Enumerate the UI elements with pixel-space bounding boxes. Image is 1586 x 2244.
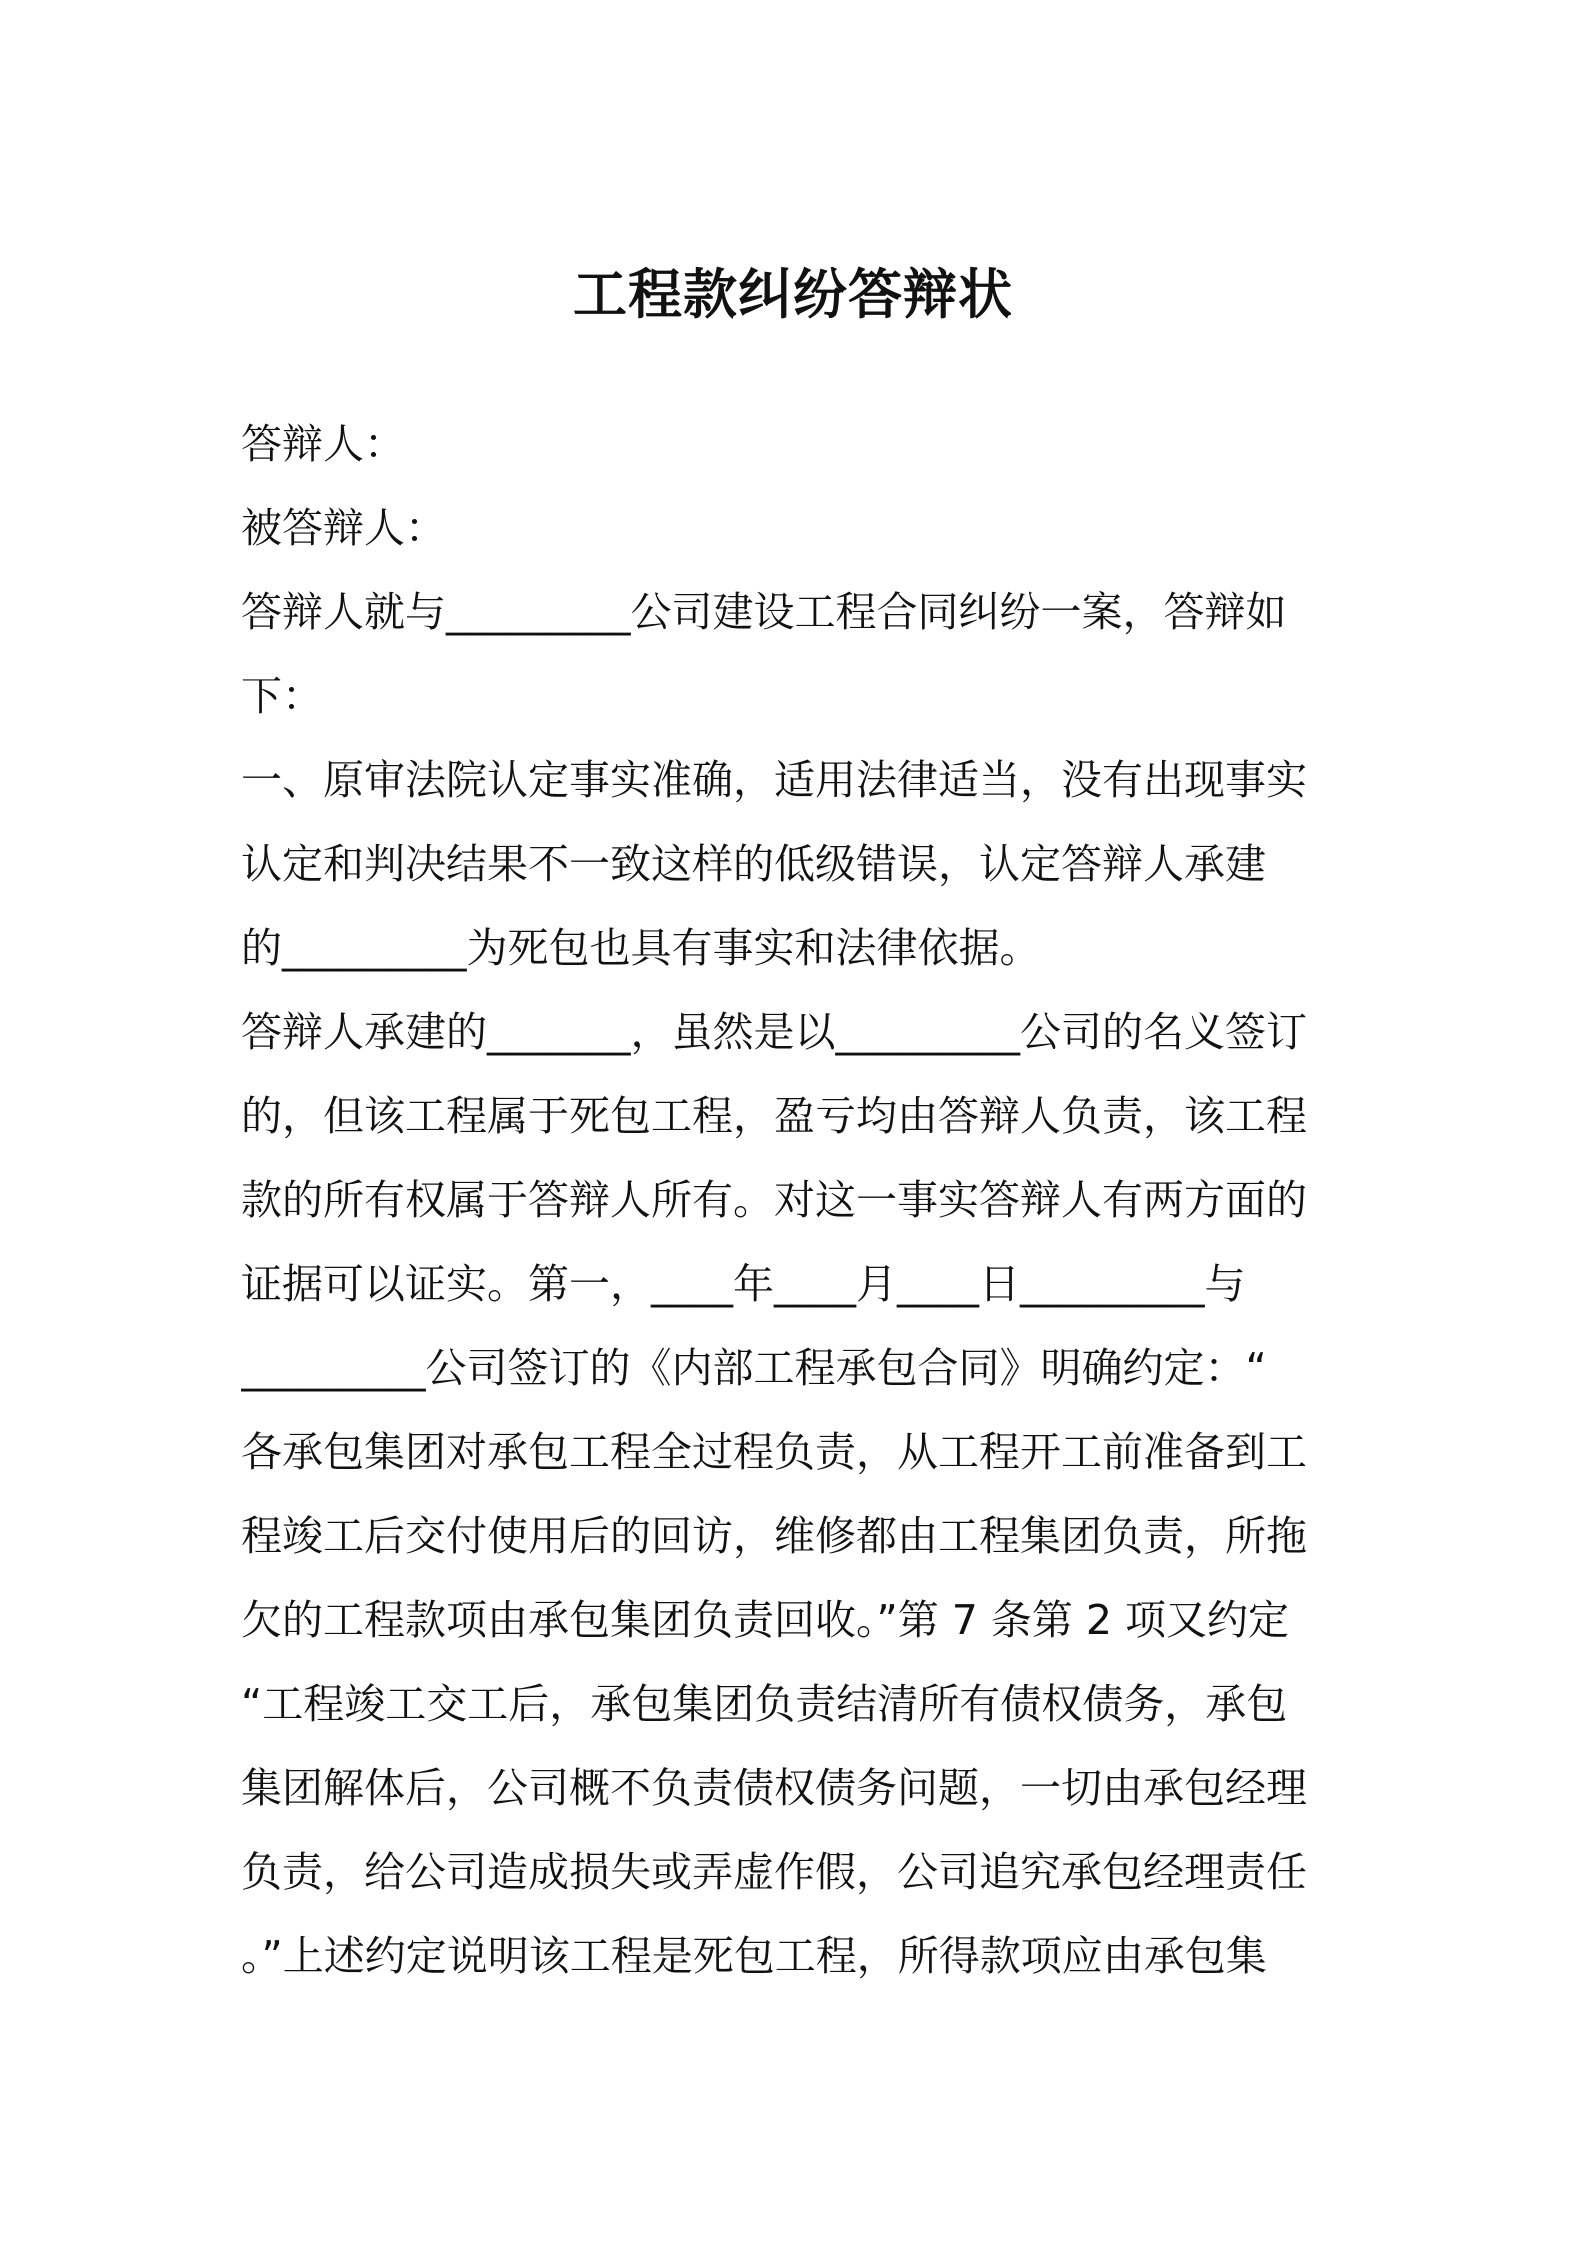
- body-line: 。”上述约定说明该工程是死包工程，所得款项应由承包集: [241, 1932, 1267, 1980]
- body-line: “工程竣工交工后，承包集团负责结清所有债权债务，承包: [241, 1680, 1288, 1728]
- body-line: 的，但该工程属于死包工程，盈亏均由答辩人负责，该工程: [241, 1092, 1307, 1140]
- body-line: 款的所有权属于答辩人所有。对这一事实答辩人有两方面的: [241, 1176, 1307, 1224]
- body-line: 下：: [241, 672, 323, 720]
- body-line: 认定和判决结果不一致这样的低级错误，认定答辩人承建: [241, 840, 1266, 888]
- body-line: 证据可以证实。第一，____年____月____日_________与: [241, 1260, 1246, 1308]
- body-line: 程竣工后交付使用后的回访，维修都由工程集团负责，所拖: [241, 1512, 1307, 1560]
- body-line-respondent: 被答辩人：: [241, 504, 446, 552]
- body-line: 的_________为死包也具有事实和法律依据。: [241, 924, 1041, 972]
- body-line: 各承包集团对承包工程全过程负责，从工程开工前准备到工: [241, 1428, 1307, 1476]
- body-line: 负责，给公司造成损失或弄虚作假，公司追究承包经理责任: [241, 1848, 1307, 1896]
- body-line: _________公司签订的《内部工程承包合同》明确约定：“: [241, 1344, 1267, 1392]
- body-line: 欠的工程款项由承包集团负责回收。”第 7 条第 2 项又约定: [241, 1596, 1290, 1644]
- body-line: 答辩人就与_________公司建设工程合同纠纷一案，答辩如: [241, 588, 1287, 636]
- body-line-defendant: 答辩人：: [241, 420, 405, 468]
- body-line: 集团解体后，公司概不负责债权债务问题，一切由承包经理: [241, 1764, 1307, 1812]
- body-line: 一、原审法院认定事实准确，适用法律适当，没有出现事实: [241, 756, 1307, 804]
- document-body: [241, 402, 1353, 1998]
- document-title: 工程款纠纷答辩状: [573, 263, 1013, 326]
- body-line: 答辩人承建的_______，虽然是以_________公司的名义签订: [241, 1008, 1307, 1056]
